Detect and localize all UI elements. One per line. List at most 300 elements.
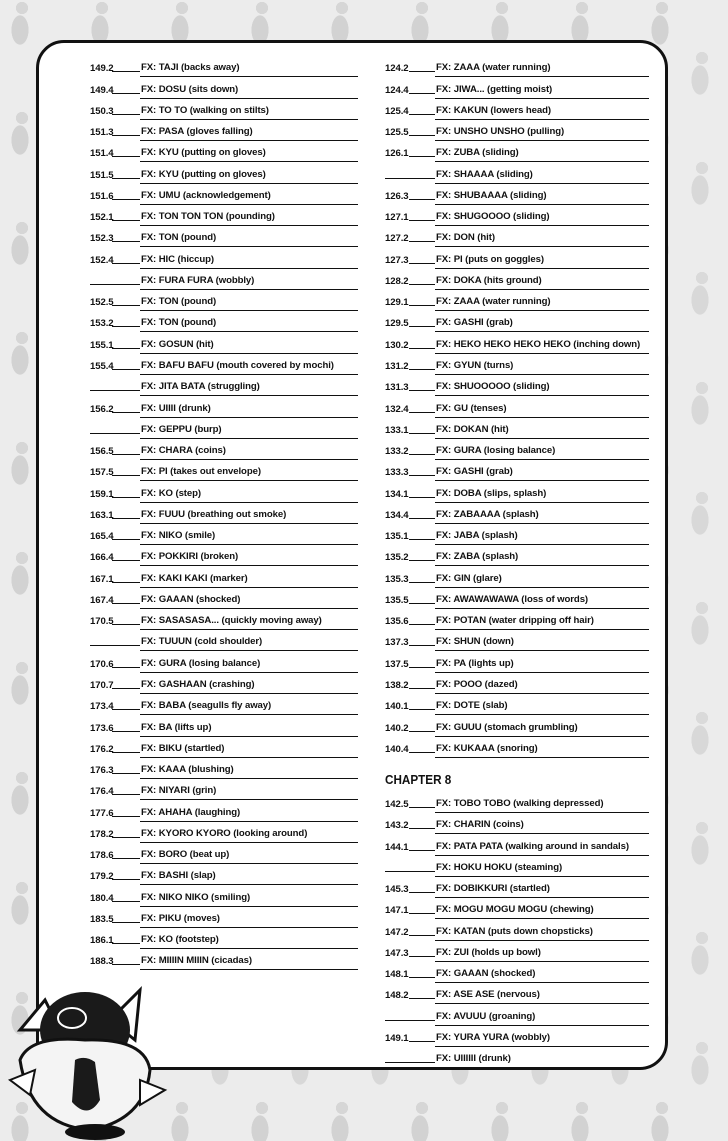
- sfx-entry: [90, 547, 358, 568]
- page-number: 151.3: [90, 127, 114, 139]
- page-number: 148.2: [385, 990, 409, 1002]
- leader-line: [409, 977, 435, 978]
- page-number: 177.6: [90, 807, 114, 819]
- sfx-entry: [90, 696, 358, 717]
- sfx-description: FX: JITA BATA (struggling): [140, 381, 358, 396]
- chapter-heading: CHAPTER 8: [385, 771, 452, 787]
- page-number: 151.6: [90, 190, 114, 202]
- leader-line: [409, 71, 435, 72]
- page-number: 176.2: [90, 743, 114, 755]
- page-number: 152.4: [90, 254, 114, 266]
- leader-line: [409, 369, 435, 370]
- page-number: 173.6: [90, 722, 114, 734]
- sfx-description: FX: MIIIIN MIIIN (cicadas): [140, 955, 358, 970]
- page-number: 127.2: [385, 233, 409, 245]
- sfx-entry: [385, 921, 649, 942]
- leader-line: [112, 326, 140, 327]
- sfx-description: FX: ASE ASE (nervous): [435, 989, 649, 1004]
- sfx-entry: [385, 1006, 649, 1027]
- sfx-entry: [90, 334, 358, 355]
- leader-line: [409, 603, 435, 604]
- sfx-description: FX: TON (pound): [140, 296, 358, 311]
- sfx-description: FX: DOTE (slab): [435, 700, 649, 715]
- page-number: 125.4: [385, 105, 409, 117]
- sfx-entry: [385, 717, 649, 738]
- sfx-description: FX: GYUN (turns): [435, 360, 649, 375]
- sfx-description: FX: KYU (putting on gloves): [140, 147, 358, 162]
- right-column: [385, 58, 649, 1070]
- page-number: 156.2: [90, 403, 114, 415]
- sfx-entry: [385, 186, 649, 207]
- page-number: 183.5: [90, 913, 114, 925]
- sfx-description: FX: ZUI (holds up bowl): [435, 947, 649, 962]
- sfx-description: FX: JIWA... (getting moist): [435, 84, 649, 99]
- leader-line: [112, 879, 140, 880]
- leader-line: [112, 816, 140, 817]
- sfx-description: FX: DOKAN (hit): [435, 424, 649, 439]
- leader-line: [112, 922, 140, 923]
- sfx-entry: [90, 866, 358, 887]
- sfx-description: FX: TO TO (walking on stilts): [140, 105, 358, 120]
- leader-line: [112, 688, 140, 689]
- leader-line: [409, 539, 435, 540]
- leader-line: [409, 114, 435, 115]
- leader-line: [112, 624, 140, 625]
- sfx-description: FX: PI (puts on goggles): [435, 254, 649, 269]
- leader-line: [409, 850, 435, 851]
- sfx-entry: [90, 143, 358, 164]
- sfx-description: FX: KO (footstep): [140, 934, 358, 949]
- right-column-part-b: [385, 794, 649, 1070]
- page-number: 163.1: [90, 509, 114, 521]
- sfx-description: FX: GURA (losing balance): [435, 445, 649, 460]
- leader-line: [409, 807, 435, 808]
- sfx-entry: [385, 836, 649, 857]
- page-number: 166.4: [90, 552, 114, 564]
- leader-line: [112, 135, 140, 136]
- sfx-description: FX: UIIIIII (drunk): [435, 1053, 649, 1068]
- sfx-description: FX: SASASASA... (quickly moving away): [140, 615, 358, 630]
- leader-line: [112, 263, 140, 264]
- sfx-entry: [385, 271, 649, 292]
- page-number: 176.4: [90, 786, 114, 798]
- page-number: 127.3: [385, 254, 409, 266]
- sfx-entry: [90, 590, 358, 611]
- sfx-entry: [90, 845, 358, 866]
- sfx-description: FX: DON (hit): [435, 232, 649, 247]
- sfx-entry: [385, 985, 649, 1006]
- sfx-description: FX: GASHAAN (crashing): [140, 679, 358, 694]
- sfx-description: FX: DOBA (slips, splash): [435, 488, 649, 503]
- sfx-description: FX: NIYARI (grin): [140, 785, 358, 800]
- sfx-entry: [90, 505, 358, 526]
- sfx-description: FX: TUUUN (cold shoulder): [140, 636, 358, 651]
- sfx-entry: [90, 632, 358, 653]
- page-number: 179.2: [90, 871, 114, 883]
- sfx-entry: [90, 909, 358, 930]
- sfx-description: FX: GEPPU (burp): [140, 424, 358, 439]
- leader-line: [385, 1062, 435, 1063]
- leader-line: [409, 688, 435, 689]
- sfx-description: FX: SHUGOOOO (sliding): [435, 211, 649, 226]
- sfx-description: FX: HOKU HOKU (steaming): [435, 862, 649, 877]
- sfx-description: FX: POTAN (water dripping off hair): [435, 615, 649, 630]
- sfx-description: FX: PA (lights up): [435, 658, 649, 673]
- sfx-entry: [90, 739, 358, 760]
- sfx-entry: [385, 462, 649, 483]
- sfx-description: FX: TAJI (backs away): [140, 62, 358, 77]
- sfx-entry: [385, 334, 649, 355]
- sfx-entry: [385, 249, 649, 270]
- sfx-description: FX: GIN (glare): [435, 573, 649, 588]
- leader-line: [112, 518, 140, 519]
- sfx-entry: [90, 79, 358, 100]
- page-number: 142.5: [385, 799, 409, 811]
- sfx-entry: [90, 249, 358, 270]
- page-number: 152.1: [90, 212, 114, 224]
- leader-line: [385, 178, 435, 179]
- leader-line: [112, 794, 140, 795]
- page-number: 150.3: [90, 105, 114, 117]
- sfx-description: FX: GURA (losing balance): [140, 658, 358, 673]
- leader-line: [112, 858, 140, 859]
- page-number: 135.5: [385, 594, 409, 606]
- sfx-entry: [90, 207, 358, 228]
- page-number: 126.3: [385, 190, 409, 202]
- sfx-description: FX: POOO (dazed): [435, 679, 649, 694]
- leader-line: [409, 828, 435, 829]
- page-number: 178.6: [90, 850, 114, 862]
- page-number: 134.1: [385, 488, 409, 500]
- sfx-description: FX: ZAAA (water running): [435, 62, 649, 77]
- leader-line: [112, 114, 140, 115]
- sfx-description: FX: SHAAAA (sliding): [435, 169, 649, 184]
- page-number: 152.5: [90, 297, 114, 309]
- leader-line: [409, 645, 435, 646]
- leader-line: [409, 348, 435, 349]
- sfx-description: FX: PIKU (moves): [140, 913, 358, 928]
- sfx-description: FX: NIKO NIKO (smiling): [140, 892, 358, 907]
- leader-line: [409, 582, 435, 583]
- sfx-description: FX: KYORO KYORO (looking around): [140, 828, 358, 843]
- sfx-entry: [90, 313, 358, 334]
- page-number: 135.1: [385, 531, 409, 543]
- leader-line: [112, 943, 140, 944]
- sfx-description: FX: GUUU (stomach grumbling): [435, 722, 649, 737]
- sfx-description: FX: GOSUN (hit): [140, 339, 358, 354]
- leader-line: [409, 284, 435, 285]
- page-number: 124.2: [385, 63, 409, 75]
- sfx-entry: [90, 781, 358, 802]
- sfx-description: FX: GU (tenses): [435, 403, 649, 418]
- sfx-entry: [385, 505, 649, 526]
- page-number: 147.2: [385, 926, 409, 938]
- leader-line: [112, 603, 140, 604]
- sfx-entry: [90, 101, 358, 122]
- page-number: 147.1: [385, 905, 409, 917]
- page-number: 131.2: [385, 360, 409, 372]
- page-number: 126.1: [385, 148, 409, 160]
- leader-line: [112, 837, 140, 838]
- sfx-description: FX: POKKIRI (broken): [140, 551, 358, 566]
- leader-line: [112, 475, 140, 476]
- leader-line: [409, 156, 435, 157]
- leader-line: [112, 901, 140, 902]
- sfx-entry: [385, 207, 649, 228]
- sfx-description: FX: BIKU (startled): [140, 743, 358, 758]
- sfx-description: FX: DOBIKKURI (startled): [435, 883, 649, 898]
- leader-line: [409, 709, 435, 710]
- leader-line: [409, 892, 435, 893]
- sfx-description: FX: SHUOOOOO (sliding): [435, 381, 649, 396]
- sfx-description: FX: SHUN (down): [435, 636, 649, 651]
- sfx-description: FX: UNSHO UNSHO (pulling): [435, 126, 649, 141]
- leader-line: [409, 305, 435, 306]
- sfx-description: FX: GAAAN (shocked): [435, 968, 649, 983]
- leader-line: [112, 454, 140, 455]
- leader-line: [112, 709, 140, 710]
- leader-line: [409, 667, 435, 668]
- sfx-entry: [385, 590, 649, 611]
- sfx-entry: [385, 900, 649, 921]
- sfx-description: FX: DOSU (sits down): [140, 84, 358, 99]
- sfx-entry: [90, 271, 358, 292]
- page-number: 129.5: [385, 318, 409, 330]
- sfx-entry: [385, 632, 649, 653]
- leader-line: [112, 773, 140, 774]
- sfx-description: FX: TON TON TON (pounding): [140, 211, 358, 226]
- sfx-description: FX: BA (lifts up): [140, 722, 358, 737]
- sfx-entry: [385, 547, 649, 568]
- sfx-entry: [90, 526, 358, 547]
- leader-line: [409, 998, 435, 999]
- leader-line: [409, 263, 435, 264]
- page-number: 133.2: [385, 446, 409, 458]
- sfx-entry: [385, 122, 649, 143]
- leader-line: [112, 199, 140, 200]
- page-number: 188.3: [90, 956, 114, 968]
- sfx-entry: [385, 79, 649, 100]
- sfx-entry: [90, 420, 358, 441]
- leader-line: [112, 71, 140, 72]
- leader-line: [112, 582, 140, 583]
- sfx-entry: [385, 356, 649, 377]
- leader-line: [112, 539, 140, 540]
- left-column: [90, 58, 358, 972]
- leader-line: [112, 731, 140, 732]
- sfx-entry: [385, 611, 649, 632]
- page-number: 180.4: [90, 892, 114, 904]
- leader-line: [409, 454, 435, 455]
- sfx-entry: [385, 964, 649, 985]
- leader-line: [409, 220, 435, 221]
- sfx-entry: [385, 420, 649, 441]
- sfx-description: FX: KAKUN (lowers head): [435, 105, 649, 120]
- sfx-description: FX: MOGU MOGU MOGU (chewing): [435, 904, 649, 919]
- sfx-entry: [385, 1049, 649, 1070]
- sfx-description: FX: FUUU (breathing out smoke): [140, 509, 358, 524]
- page-number: 167.1: [90, 573, 114, 585]
- leader-line: [90, 390, 140, 391]
- page-number: 149.4: [90, 84, 114, 96]
- sfx-entry: [90, 441, 358, 462]
- leader-line: [409, 497, 435, 498]
- leader-line: [409, 956, 435, 957]
- sfx-description: FX: YURA YURA (wobbly): [435, 1032, 649, 1047]
- leader-line: [112, 178, 140, 179]
- sfx-description: FX: KAAA (blushing): [140, 764, 358, 779]
- leader-line: [409, 624, 435, 625]
- sfx-entry: [385, 398, 649, 419]
- sfx-entry: [385, 675, 649, 696]
- page-number: 149.2: [90, 63, 114, 75]
- leader-line: [112, 752, 140, 753]
- sfx-entry: [90, 675, 358, 696]
- page-number: 131.3: [385, 382, 409, 394]
- sfx-description: FX: SHUBAAAA (sliding): [435, 190, 649, 205]
- sfx-description: FX: FURA FURA (wobbly): [140, 275, 358, 290]
- page-number: 129.1: [385, 297, 409, 309]
- leader-line: [90, 645, 140, 646]
- sfx-entry: [90, 377, 358, 398]
- leader-line: [409, 560, 435, 561]
- sfx-description: FX: CHARA (coins): [140, 445, 358, 460]
- page-number: 132.4: [385, 403, 409, 415]
- page-number: 140.2: [385, 722, 409, 734]
- sfx-entry: [90, 568, 358, 589]
- leader-line: [409, 913, 435, 914]
- sfx-description: FX: KATAN (puts down chopsticks): [435, 926, 649, 941]
- sfx-description: FX: KO (step): [140, 488, 358, 503]
- page-number: 135.6: [385, 616, 409, 628]
- leader-line: [409, 518, 435, 519]
- leader-line: [112, 156, 140, 157]
- sfx-entry: [385, 441, 649, 462]
- page-number: 155.1: [90, 339, 114, 351]
- sfx-description: FX: TOBO TOBO (walking depressed): [435, 798, 649, 813]
- sfx-description: FX: BORO (beat up): [140, 849, 358, 864]
- sfx-entry: [385, 101, 649, 122]
- right-column-part-a: [385, 58, 649, 760]
- sfx-description: FX: PATA PATA (walking around in sandals): [435, 841, 649, 856]
- sfx-description: FX: AHAHA (laughing): [140, 807, 358, 822]
- sfx-entry: [385, 815, 649, 836]
- leader-line: [112, 497, 140, 498]
- sfx-description: FX: JABA (splash): [435, 530, 649, 545]
- page-number: 153.2: [90, 318, 114, 330]
- sfx-description: FX: GAAAN (shocked): [140, 594, 358, 609]
- sfx-entry: [385, 58, 649, 79]
- page-number: 145.3: [385, 884, 409, 896]
- page-number: 143.2: [385, 820, 409, 832]
- sfx-entry: [90, 58, 358, 79]
- sfx-entry: [90, 717, 358, 738]
- sfx-entry: [385, 377, 649, 398]
- sfx-entry: [90, 824, 358, 845]
- page-number: 152.3: [90, 233, 114, 245]
- sfx-description: FX: PI (takes out envelope): [140, 466, 358, 481]
- page-number: 127.1: [385, 212, 409, 224]
- page-number: 137.5: [385, 658, 409, 670]
- page-number: 157.5: [90, 467, 114, 479]
- sfx-description: FX: AWAWAWAWA (loss of words): [435, 594, 649, 609]
- leader-line: [112, 667, 140, 668]
- page-number: 176.3: [90, 765, 114, 777]
- sfx-entry: [385, 696, 649, 717]
- page-number: 124.4: [385, 84, 409, 96]
- sfx-entry: [90, 356, 358, 377]
- sfx-entry: [385, 879, 649, 900]
- page-number: 125.5: [385, 127, 409, 139]
- sfx-description: FX: GASHI (grab): [435, 466, 649, 481]
- leader-line: [409, 135, 435, 136]
- sfx-entry: [90, 887, 358, 908]
- leader-line: [112, 412, 140, 413]
- page-number: 147.3: [385, 947, 409, 959]
- page-number: 128.2: [385, 275, 409, 287]
- sfx-entry: [385, 164, 649, 185]
- sfx-entry: [90, 462, 358, 483]
- sfx-entry: [385, 794, 649, 815]
- leader-line: [112, 305, 140, 306]
- sfx-description: FX: ZAAA (water running): [435, 296, 649, 311]
- page-number: 138.2: [385, 679, 409, 691]
- page-number: 130.2: [385, 339, 409, 351]
- page-number: 156.5: [90, 446, 114, 458]
- page-number: 167.4: [90, 594, 114, 606]
- leader-line: [409, 475, 435, 476]
- sfx-description: FX: ZABA (splash): [435, 551, 649, 566]
- page-number: 151.5: [90, 169, 114, 181]
- leader-line: [112, 220, 140, 221]
- sfx-entry: [90, 802, 358, 823]
- sfx-entry: [385, 653, 649, 674]
- page-number: 186.1: [90, 935, 114, 947]
- sfx-entry: [385, 526, 649, 547]
- sfx-entry: [90, 653, 358, 674]
- sfx-entry: [385, 1028, 649, 1049]
- page-number: 135.3: [385, 573, 409, 585]
- leader-line: [409, 412, 435, 413]
- page-number: 170.6: [90, 658, 114, 670]
- sfx-entry: [385, 568, 649, 589]
- sfx-entry: [90, 483, 358, 504]
- sfx-entry: [90, 292, 358, 313]
- sfx-description: FX: DOKA (hits ground): [435, 275, 649, 290]
- leader-line: [409, 326, 435, 327]
- sfx-description: FX: NIKO (smile): [140, 530, 358, 545]
- page-number: 148.1: [385, 969, 409, 981]
- page-number: 159.1: [90, 488, 114, 500]
- page-number: 137.3: [385, 637, 409, 649]
- page-number: 170.7: [90, 679, 114, 691]
- page-number: 178.2: [90, 828, 114, 840]
- sfx-description: FX: BAFU BAFU (mouth covered by mochi): [140, 360, 358, 375]
- leader-line: [409, 390, 435, 391]
- page-number: 149.1: [385, 1032, 409, 1044]
- leader-line: [409, 241, 435, 242]
- page-number: 165.4: [90, 531, 114, 543]
- page-number: 140.1: [385, 701, 409, 713]
- sfx-entry: [90, 611, 358, 632]
- sfx-entry: [90, 186, 358, 207]
- page-number: 170.5: [90, 616, 114, 628]
- sfx-entry: [385, 483, 649, 504]
- sfx-description: FX: TON (pound): [140, 232, 358, 247]
- sfx-description: FX: GASHI (grab): [435, 317, 649, 332]
- sfx-description: FX: KAKI KAKI (marker): [140, 573, 358, 588]
- page-number: 134.4: [385, 509, 409, 521]
